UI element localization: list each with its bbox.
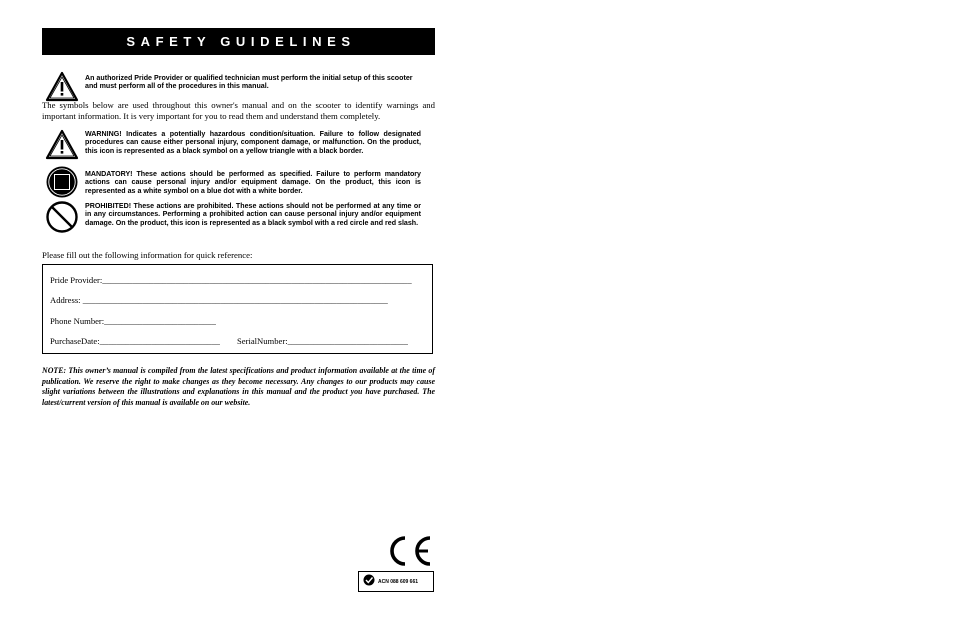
mandatory-circle-icon [45, 165, 79, 199]
warning-description: WARNING! Indicates a potentially hazardous condition/situation. Failure to follow designated procedures can cause either personal injury, component damage, or malfunction. On the product, this icon is represented as a black symbol on a yellow triangle with a black border. [85, 130, 421, 155]
acn-label [358, 571, 434, 592]
warning-triangle-icon [45, 70, 79, 104]
mandatory-description: MANDATORY! These actions should be performed as specified. Failure to perform mandatory actions can cause personal injury and/or equipment damage. On the product, this icon is represented as a white symbol on a blue dot with a white border. [85, 170, 421, 195]
prohibited-description: PROHIBITED! These actions are prohibited. These actions should not be performed at any time or in any circumstances. Performing a prohibited action can cause personal injury and/or equipment damage. On the product, this icon is represented as a black symbol with a red circle and red slash. [85, 202, 421, 227]
page-content [42, 28, 435, 55]
phone-field[interactable]: Phone Number:__________________________ [50, 316, 216, 326]
form-intro: Please fill out the following information for quick reference: [42, 250, 253, 260]
manual-note: NOTE: This owner’s manual is compiled from the latest specifications and product information available at the time of publication. We reserve the right to make changes as they become necessary. Any changes to our products may cause slight variations between the illustrations and explanations in this manual and the product you have purchased. The latest/current version of this manual is available on our website. [42, 366, 435, 407]
acn-number: ACN 088 609 661 [378, 578, 419, 585]
serial-number-field[interactable]: SerialNumber:____________________________ [237, 336, 408, 346]
setup-notice: An authorized Pride Provider or qualified technician must perform the initial setup of this scooter and must perform all of the procedures in this manual. [85, 74, 413, 91]
title-bar [42, 28, 435, 55]
intro-paragraph: The symbols below are used throughout this owner's manual and on the scooter to identify warnings and important information. It is very important for you to read them and understand them completely. [42, 100, 435, 121]
ce-mark-logo [386, 534, 434, 573]
address-field[interactable]: Address: _______________________________________________________________________ [50, 295, 388, 305]
purchase-date-field[interactable]: PurchaseDate:____________________________ [50, 336, 220, 346]
warning-triangle-icon [45, 128, 79, 162]
page-title: SAFETY GUIDELINES [126, 34, 356, 49]
c-tick-icon [363, 573, 375, 591]
prohibited-circle-icon [45, 200, 79, 234]
provider-field[interactable]: Pride Provider:________________________________________________________________________ [50, 275, 412, 285]
reference-form [42, 264, 433, 354]
